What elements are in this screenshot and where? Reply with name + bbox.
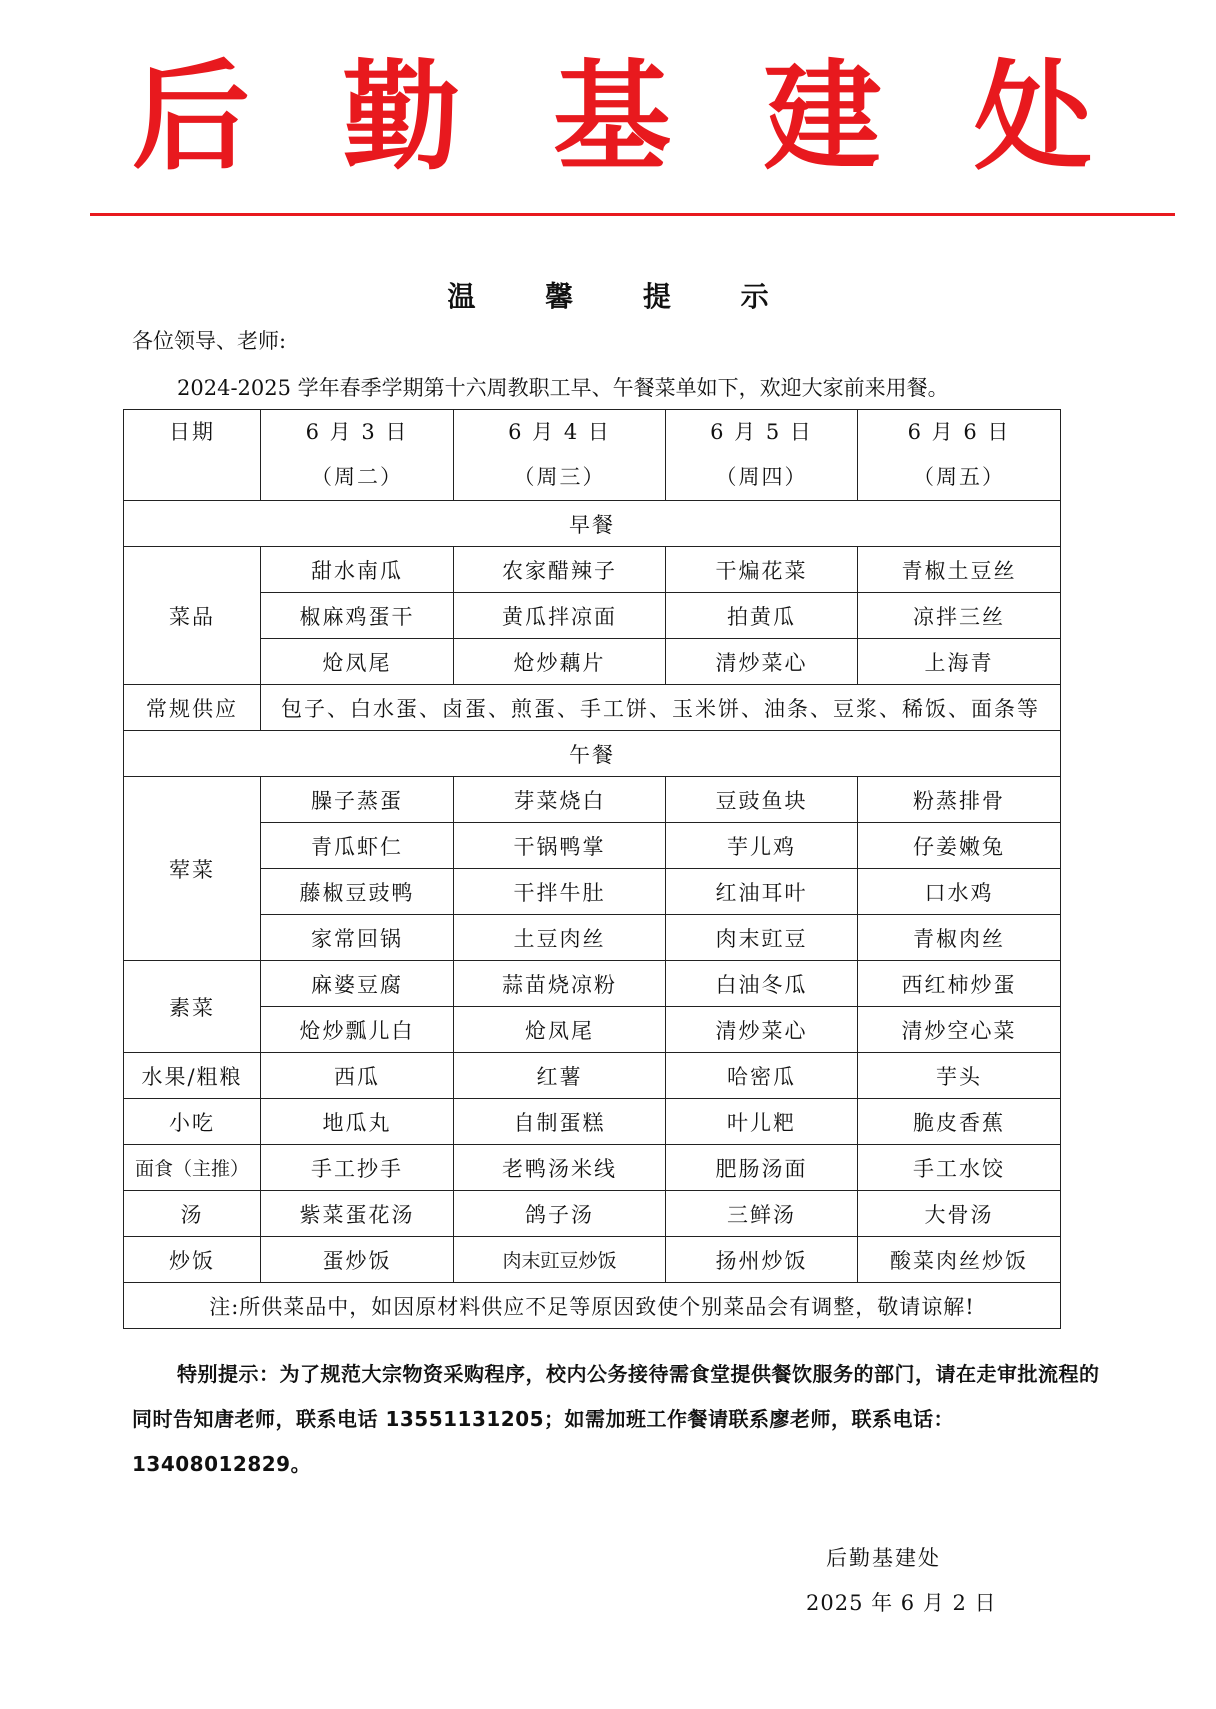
dish-cell: 三鲜汤 [666, 1191, 858, 1237]
dish-cell: 芽菜烧白 [454, 777, 666, 823]
day-header: 6 月 3 日 （周二） [261, 410, 454, 501]
dish-cell: 凉拌三丝 [858, 593, 1061, 639]
signature-org: 后勤基建处 [826, 1546, 941, 1570]
dish-cell: 黄瓜拌凉面 [454, 593, 666, 639]
dish-cell: 青椒肉丝 [858, 915, 1061, 961]
row-label: 荤菜 [124, 777, 261, 961]
table-row [124, 1099, 1061, 1145]
date-label: 日期 [124, 410, 261, 501]
dish-cell: 干煸花菜 [666, 547, 858, 593]
breakfast-section-header: 早餐 [124, 501, 1061, 547]
dish-cell: 大骨汤 [858, 1191, 1061, 1237]
dish-cell: 蒜苗烧凉粉 [454, 961, 666, 1007]
dish-cell: 青椒土豆丝 [858, 547, 1061, 593]
dish-cell: 红油耳叶 [666, 869, 858, 915]
table-row [124, 1237, 1061, 1283]
lunch-section-header: 午餐 [124, 731, 1061, 777]
day-header: 6 月 5 日 （周四） [666, 410, 858, 501]
dish-cell: 叶儿粑 [666, 1099, 858, 1145]
dish-cell: 紫菜蛋花汤 [261, 1191, 454, 1237]
dish-cell: 炝凤尾 [261, 639, 454, 685]
table-row [124, 1191, 1061, 1237]
dish-cell: 脆皮香蕉 [858, 1099, 1061, 1145]
dish-cell: 臊子蒸蛋 [261, 777, 454, 823]
dish-cell: 地瓜丸 [261, 1099, 454, 1145]
row-label: 汤 [124, 1191, 261, 1237]
dish-cell: 粉蒸排骨 [858, 777, 1061, 823]
table-row [124, 1007, 1061, 1053]
table-row [124, 869, 1061, 915]
salutation: 各位领导、老师: [132, 329, 287, 353]
dish-cell: 清炒菜心 [666, 1007, 858, 1053]
letterhead-char: 建 [763, 47, 882, 186]
dish-cell: 豆豉鱼块 [666, 777, 858, 823]
dish-cell: 清炒空心菜 [858, 1007, 1061, 1053]
date-row [124, 410, 1061, 501]
dish-cell: 老鸭汤米线 [454, 1145, 666, 1191]
table-row [124, 823, 1061, 869]
table-note: 注:所供菜品中，如因原材料供应不足等原因致使个别菜品会有调整，敬请谅解! [124, 1283, 1061, 1329]
table-row [124, 1145, 1061, 1191]
dish-cell: 炝炒瓢儿白 [261, 1007, 454, 1053]
dish-cell: 麻婆豆腐 [261, 961, 454, 1007]
dish-cell: 家常回锅 [261, 915, 454, 961]
dish-cell: 甜水南瓜 [261, 547, 454, 593]
dish-cell: 干拌牛肚 [454, 869, 666, 915]
letterhead-char: 勤 [342, 47, 461, 186]
dish-cell: 肥肠汤面 [666, 1145, 858, 1191]
table-row [124, 593, 1061, 639]
special-notice: 特别提示：为了规范大宗物资采购程序，校内公务接待需食堂提供餐饮服务的部门，请在走审批流程的同时告知唐老师，联系电话 13551131205；如需加班工作餐请联系廖老师，联系电话：13408012829。 [132, 1362, 1100, 1476]
table-row [124, 777, 1061, 823]
day-header: 6 月 6 日 （周五） [858, 410, 1061, 501]
dish-cell: 手工抄手 [261, 1145, 454, 1191]
row-label: 小吃 [124, 1099, 261, 1145]
row-label: 炒饭 [124, 1237, 261, 1283]
table-row [124, 1053, 1061, 1099]
dish-cell: 西红柿炒蛋 [858, 961, 1061, 1007]
letterhead-char: 后 [132, 47, 251, 186]
row-label: 面食（主推） [124, 1145, 261, 1191]
dish-cell: 土豆肉丝 [454, 915, 666, 961]
dish-cell: 椒麻鸡蛋干 [261, 593, 454, 639]
dish-cell: 肉末豇豆炒饭 [454, 1237, 666, 1283]
dish-cell: 芋头 [858, 1053, 1061, 1099]
dish-cell: 芋儿鸡 [666, 823, 858, 869]
signature-date: 2025 年 6 月 2 日 [806, 1591, 997, 1615]
dish-cell: 酸菜肉丝炒饭 [858, 1237, 1061, 1283]
dish-cell: 红薯 [454, 1053, 666, 1099]
dish-cell: 藤椒豆豉鸭 [261, 869, 454, 915]
dish-cell: 自制蛋糕 [454, 1099, 666, 1145]
dish-cell: 炝炒藕片 [454, 639, 666, 685]
regular-supply-cell: 包子、白水蛋、卤蛋、煎蛋、手工饼、玉米饼、油条、豆浆、稀饭、面条等 [261, 685, 1061, 731]
dish-cell: 蛋炒饭 [261, 1237, 454, 1283]
dish-cell: 炝凤尾 [454, 1007, 666, 1053]
table-row [124, 961, 1061, 1007]
dish-cell: 清炒菜心 [666, 639, 858, 685]
dish-cell: 仔姜嫩兔 [858, 823, 1061, 869]
letterhead-char: 基 [552, 47, 671, 186]
day-header: 6 月 4 日 （周三） [454, 410, 666, 501]
table-row [124, 685, 1061, 731]
dish-cell: 手工水饺 [858, 1145, 1061, 1191]
dish-cell: 鸽子汤 [454, 1191, 666, 1237]
dish-cell: 肉末豇豆 [666, 915, 858, 961]
table-row [124, 915, 1061, 961]
letterhead-org-name [132, 47, 1092, 186]
dish-cell: 青瓜虾仁 [261, 823, 454, 869]
dish-cell: 上海青 [858, 639, 1061, 685]
intro-text: 2024-2025 学年春季学期第十六周教职工早、午餐菜单如下，欢迎大家前来用餐。 [177, 376, 949, 400]
letterhead-char: 处 [973, 47, 1092, 186]
dish-cell: 农家醋辣子 [454, 547, 666, 593]
table-row [124, 639, 1061, 685]
table-row [124, 547, 1061, 593]
dish-cell: 白油冬瓜 [666, 961, 858, 1007]
row-label: 菜品 [124, 547, 261, 685]
dish-cell: 干锅鸭掌 [454, 823, 666, 869]
dish-cell: 西瓜 [261, 1053, 454, 1099]
dish-cell: 拍黄瓜 [666, 593, 858, 639]
row-label: 素菜 [124, 961, 261, 1053]
dish-cell: 扬州炒饭 [666, 1237, 858, 1283]
notice-title: 温 馨 提 示 [447, 280, 799, 313]
row-label: 水果/粗粮 [124, 1053, 261, 1099]
dish-cell: 哈密瓜 [666, 1053, 858, 1099]
row-label: 常规供应 [124, 685, 261, 731]
menu-table [123, 409, 1061, 1329]
dish-cell: 口水鸡 [858, 869, 1061, 915]
letterhead-divider [90, 213, 1175, 216]
